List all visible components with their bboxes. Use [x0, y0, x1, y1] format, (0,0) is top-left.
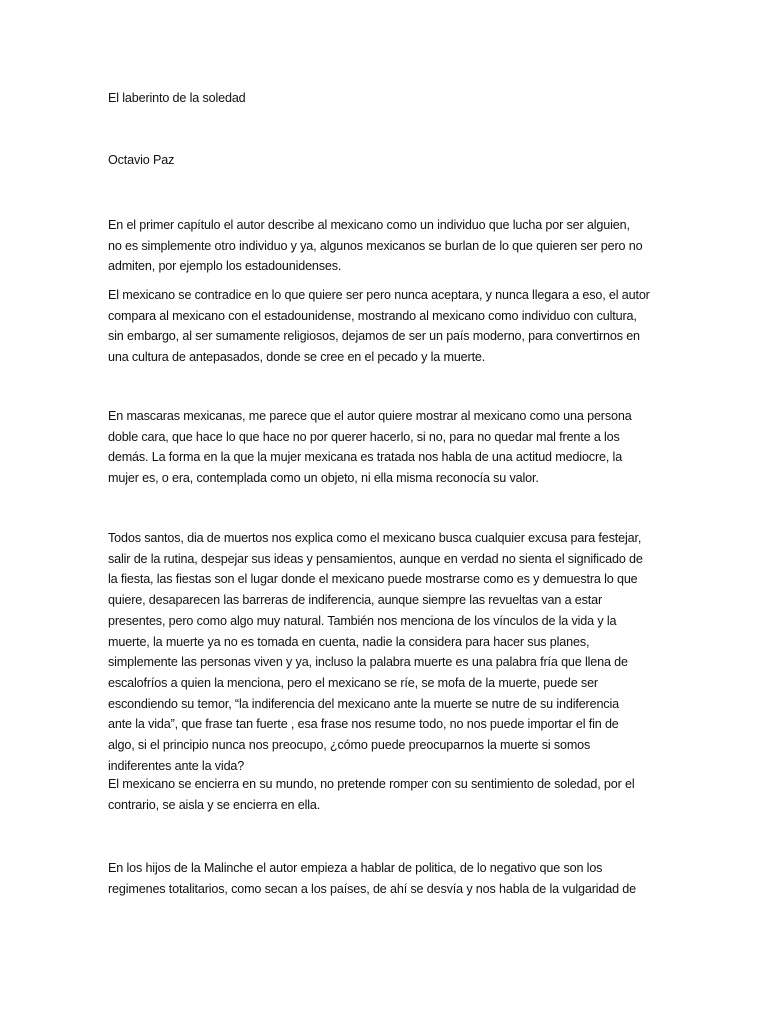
paragraph-line: escondiendo su temor, “la indiferencia del mexicano ante la muerte se nutre de su indiferencia: [108, 696, 619, 711]
document-author: Octavio Paz: [108, 153, 175, 167]
document-title: El laberinto de la soledad: [108, 91, 246, 105]
paragraph-line: la fiesta, las fiestas son el lugar donde el mexicano puede mostrarse como es y demuestra lo que: [108, 572, 638, 587]
paragraph-line: En el primer capítulo el autor describe al mexicano como un individuo que lucha por ser alguien,: [108, 218, 630, 232]
paragraph-line: mujer es, o era, contemplada como un objeto, ni ella misma reconocía su valor.: [108, 471, 539, 486]
paragraph-3: [108, 406, 668, 489]
paragraph-line: salir de la rutina, despejar sus ideas y pensamientos, aunque en verdad no sienta el significado de: [108, 551, 643, 566]
paragraph-line: En los hijos de la Malinche el autor empieza a hablar de politica, de lo negativo que son los: [108, 861, 603, 875]
paragraph-line: muerte, la muerte ya no es tomada en cuenta, nadie la considera para hacer sus planes,: [108, 634, 590, 649]
paragraph-line: indiferentes ante la vida?: [108, 758, 245, 773]
paragraph-line: regimenes totalitarios, como secan a los países, de ahí se desvía y nos habla de la vulgaridad de: [108, 881, 637, 896]
paragraph-line: escalofríos a quien la menciona, pero el mexicano se ríe, se mofa de la muerte, puede ser: [108, 675, 598, 690]
paragraph-line: En mascaras mexicanas, me parece que el autor quiere mostrar al mexicano como una persona: [108, 409, 632, 423]
paragraph-line: simplemente las personas viven y ya, incluso la palabra muerte es una palabra fría que llena de: [108, 655, 628, 670]
paragraph-line: demás. La forma en la que la mujer mexicana es tratada nos habla de una actitud mediocre, la: [108, 450, 623, 465]
paragraph-6: [108, 858, 668, 899]
paragraph-4: [108, 528, 668, 776]
paragraph-line: admiten, por ejemplo los estadounidenses.: [108, 259, 342, 274]
paragraph-line: Todos santos, dia de muertos nos explica como el mexicano busca cualquier excusa para festejar,: [108, 531, 642, 545]
paragraph-2: [108, 285, 668, 368]
paragraph-line: ante la vida”, que frase tan fuerte , esa frase nos resume todo, no nos puede importar el fin de: [108, 717, 619, 732]
paragraph-line: algo, si el principio nunca nos preocupo, ¿cómo puede preocuparnos la muerte si somos: [108, 738, 591, 753]
paragraph-line: El mexicano se contradice en lo que quiere ser pero nunca aceptara, y nunca llegara a eso, el autor: [108, 288, 650, 302]
paragraph-line: no es simplemente otro individuo y ya, algunos mexicanos se burlan de lo que quieren ser pero no: [108, 238, 643, 253]
paragraph-line: compara al mexicano con el estadounidense, mostrando al mexicano como individuo con cultura,: [108, 308, 637, 323]
paragraph-line: sin embargo, al ser sumamente religiosos, dejamos de ser un país moderno, para convertirnos en: [108, 329, 640, 344]
paragraph-line: El mexicano se encierra en su mundo, no pretende romper con su sentimiento de soledad, por el: [108, 777, 635, 791]
paragraph-line: una cultura de antepasados, donde se cree en el pecado y la muerte.: [108, 350, 486, 365]
paragraph-1: [108, 215, 668, 277]
paragraph-line: contrario, se aisla y se encierra en ella.: [108, 797, 321, 812]
paragraph-line: doble cara, que hace lo que hace no por querer hacerlo, si no, para no quedar mal frente a los: [108, 429, 620, 444]
paragraph-line: presentes, pero como algo muy natural. También nos menciona de los vínculos de la vida y la: [108, 613, 617, 628]
paragraph-5: [108, 774, 668, 815]
paragraph-line: quiere, desaparecen las barreras de indiferencia, aunque siempre las revueltas van a estar: [108, 593, 603, 608]
